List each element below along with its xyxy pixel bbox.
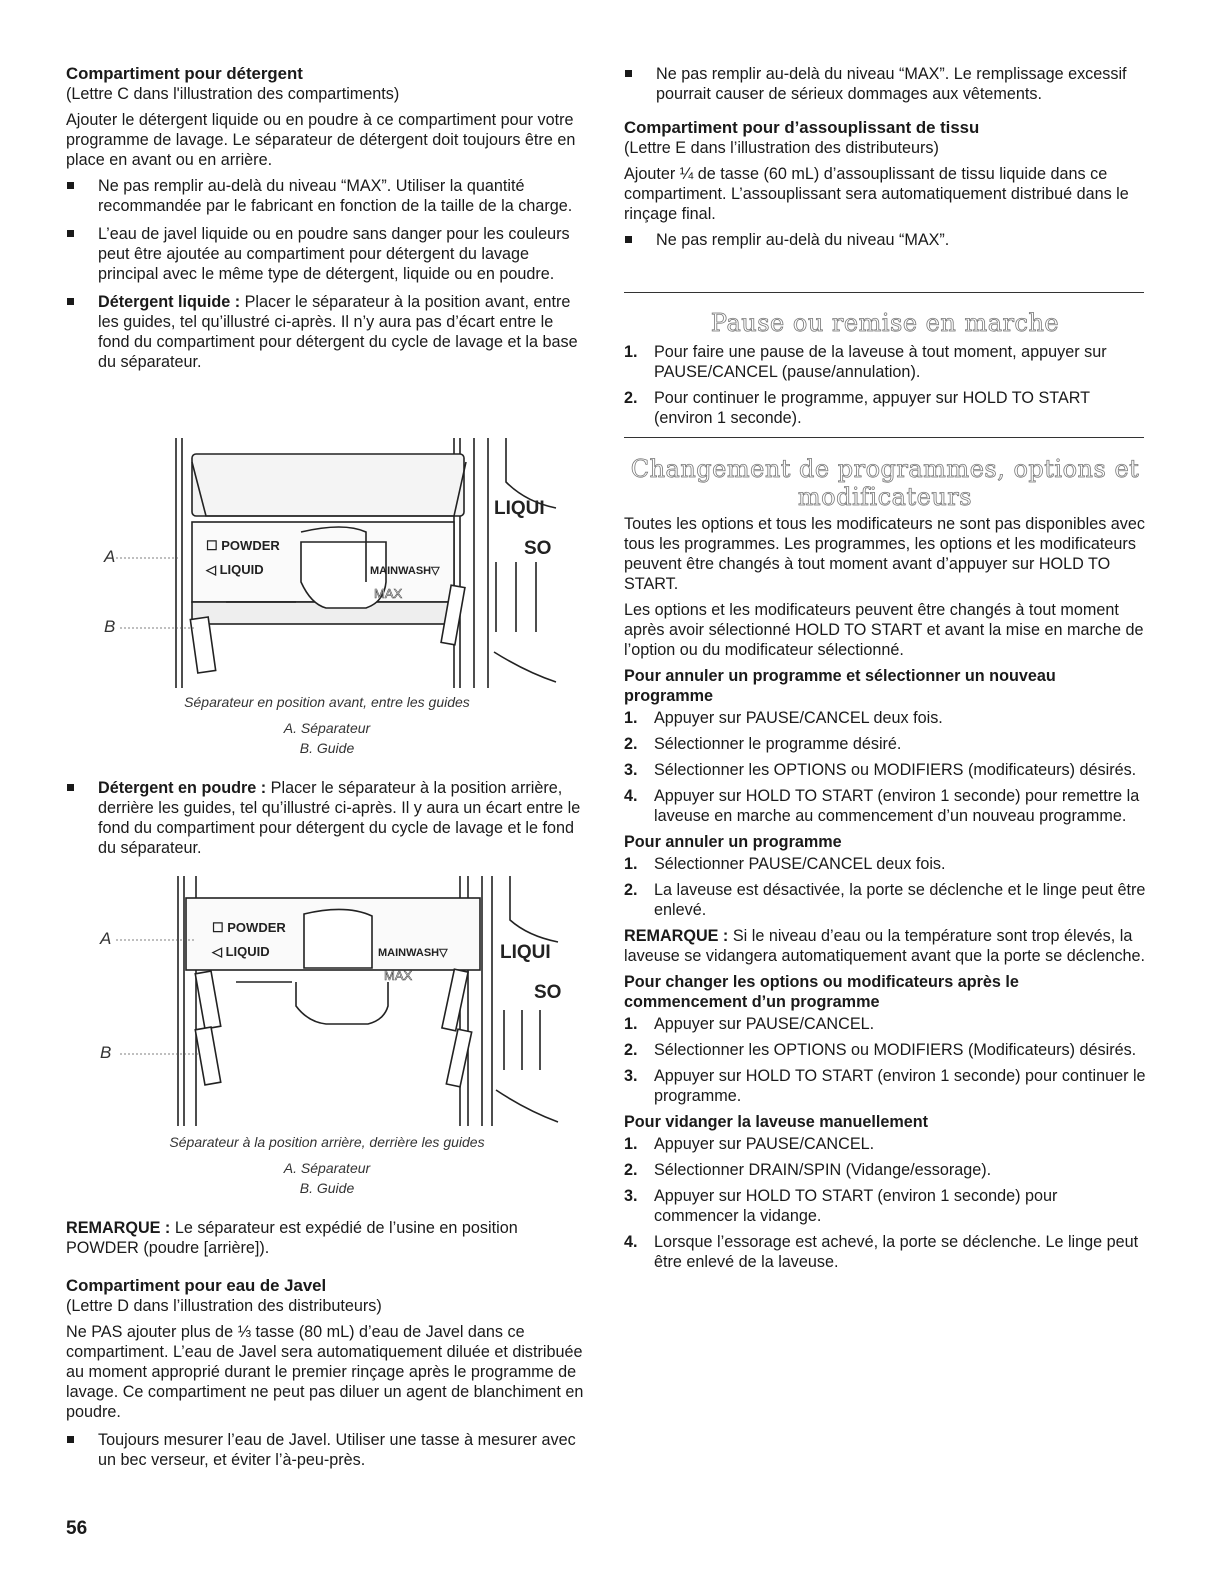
fig1-label-a: A bbox=[104, 547, 116, 566]
list-item-number: 1. bbox=[624, 1135, 638, 1153]
list-item-text: Sélectionner DRAIN/SPIN (Vidange/essorage). bbox=[654, 1161, 992, 1179]
fig1-so-label: SO bbox=[524, 538, 552, 559]
liquid-detergent-label: Détergent liquide : bbox=[98, 293, 241, 311]
detergent-bullet-bleach: L’eau de javel liquide ou en poudre sans danger pour les couleurs peut être ajoutée au compartiment pour détergent du lavage principal avec le même type de détergent, liquide ou en poudre. bbox=[66, 224, 588, 284]
cancel-new-heading: Pour annuler un programme et sélectionner un nouveau programme bbox=[624, 667, 1056, 705]
list-item-number: 1. bbox=[624, 1015, 638, 1033]
list-item-text: Sélectionner les OPTIONS ou MODIFIERS (modificateurs) désirés. bbox=[654, 761, 1137, 779]
fig2-caption: Séparateur à la position arrière, derrière les guides bbox=[169, 1134, 485, 1150]
figure1-captions bbox=[66, 692, 588, 758]
list-item-text: Sélectionner PAUSE/CANCEL deux fois. bbox=[654, 855, 946, 873]
bleach-subtitle: (Lettre D dans l’illustration des distributeurs) bbox=[66, 1297, 382, 1315]
fig2-legend-a: A. Séparateur bbox=[283, 1160, 371, 1176]
list-item-text: La laveuse est désactivée, la porte se déclenche et le linge peut être enlevé. bbox=[654, 881, 1146, 919]
fig1-liquid-label: ◁ LIQUID bbox=[206, 562, 264, 577]
softener-bullet: Ne pas remplir au-delà du niveau “MAX”. bbox=[624, 230, 1146, 250]
change-heading-line-1: Changement de programmes, options et bbox=[630, 455, 1140, 483]
list-item-number: 2. bbox=[624, 1041, 638, 1059]
fig1-legend-a: A. Séparateur bbox=[283, 720, 371, 736]
list-item-text: Appuyer sur PAUSE/CANCEL deux fois. bbox=[654, 709, 943, 727]
right-note bbox=[624, 926, 1146, 966]
left-note-label: REMARQUE : bbox=[66, 1219, 171, 1237]
drain-heading: Pour vidanger la laveuse manuellement bbox=[624, 1113, 929, 1131]
change-para-2: Les options et les modificateurs peuvent être changés à tout moment après avoir sélectionné HOLD TO START et avant la mise en marche de l’option ou du modificateur sélectionné. bbox=[624, 601, 1144, 659]
detergent-subtitle: (Lettre C dans l'illustration des compartiments) bbox=[66, 85, 400, 103]
pause-step-1 bbox=[624, 342, 1146, 382]
list-item-text: Appuyer sur HOLD TO START (environ 1 seconde) pour continuer le programme. bbox=[654, 1067, 1146, 1105]
list-item-text: Sélectionner les OPTIONS ou MODIFIERS (Modificateurs) désirés. bbox=[654, 1041, 1137, 1059]
list-item-number: 3. bbox=[624, 761, 638, 779]
list-item bbox=[624, 786, 1146, 826]
list-item bbox=[624, 880, 1146, 920]
powder-section bbox=[66, 778, 588, 858]
right-note-text: Si le niveau d’eau ou la température sont trop élevés, la laveuse se vidangera automatiquement avant que la porte se déclenche. bbox=[624, 927, 1146, 965]
softener-section bbox=[624, 64, 1146, 250]
detergent-bullet-max: Ne pas remplir au-delà du niveau “MAX”. Utiliser la quantité recommandée par le fabricant en fonction de la taille de la charge. bbox=[66, 176, 588, 216]
list-item bbox=[624, 854, 1146, 874]
list-item bbox=[624, 1066, 1146, 1106]
list-item-number: 3. bbox=[624, 1067, 638, 1085]
fig1-caption: Séparateur en position avant, entre les guides bbox=[184, 694, 470, 710]
list-item bbox=[624, 734, 1146, 754]
left-note-text: Le séparateur est expédié de l’usine en position POWDER (poudre [arrière]). bbox=[66, 1219, 518, 1257]
pause-step-2-text: Pour continuer le programme, appuyer sur HOLD TO START (environ 1 seconde). bbox=[654, 389, 1090, 427]
fig2-mainwash-label: MAINWASH▽ bbox=[378, 947, 448, 959]
list-item-text: Sélectionner le programme désiré. bbox=[654, 735, 902, 753]
pause-step-1-num: 1. bbox=[624, 343, 638, 361]
max-overfill-bullet: Ne pas remplir au-delà du niveau “MAX”. Le remplissage excessif pourrait causer de sérieux dommages aux vêtements. bbox=[624, 64, 1146, 104]
list-item bbox=[624, 760, 1146, 780]
list-item bbox=[624, 1040, 1146, 1060]
right-note-label: REMARQUE : bbox=[624, 927, 729, 945]
powder-detergent-bullet bbox=[66, 778, 588, 858]
fig1-label-b: B bbox=[104, 617, 116, 636]
list-item bbox=[624, 1014, 1146, 1034]
cancel-heading: Pour annuler un programme bbox=[624, 833, 842, 851]
list-item-number: 1. bbox=[624, 709, 638, 727]
fig2-liqui-label: LIQUI bbox=[500, 942, 551, 963]
detergent-section bbox=[66, 64, 588, 372]
fig2-liquid-label: ◁ LIQUID bbox=[212, 944, 270, 959]
fig2-so-label: SO bbox=[534, 982, 562, 1003]
bleach-section bbox=[66, 1218, 588, 1470]
pause-step-2-num: 2. bbox=[624, 389, 638, 407]
list-item-number: 4. bbox=[624, 1233, 638, 1251]
left-note bbox=[66, 1218, 588, 1258]
list-item bbox=[624, 1160, 1146, 1180]
fig2-label-b: B bbox=[100, 1043, 112, 1062]
list-item-text: Appuyer sur PAUSE/CANCEL. bbox=[654, 1015, 875, 1033]
list-item bbox=[624, 1134, 1146, 1154]
fig1-max-label: MAX bbox=[374, 586, 403, 601]
liquid-detergent-bullet bbox=[66, 292, 588, 372]
list-item-number: 2. bbox=[624, 735, 638, 753]
fig2-label-a: A bbox=[100, 929, 112, 948]
fig1-liqui-label: LIQUI bbox=[494, 498, 545, 519]
list-item-text: Appuyer sur PAUSE/CANCEL. bbox=[654, 1135, 875, 1153]
fig2-legend-b: B. Guide bbox=[299, 1180, 355, 1196]
softener-subtitle: (Lettre E dans l’illustration des distributeurs) bbox=[624, 139, 939, 157]
softener-heading: Compartiment pour d’assouplissant de tissu bbox=[624, 118, 980, 137]
change-para-1: Toutes les options et tous les modificateurs ne sont pas disponibles avec tous les programmes. Les programmes, les options et les modificateurs peuvent être changés à tout moment avant d’appuyer sur HOLD TO START. bbox=[624, 515, 1145, 593]
detergent-body: Ajouter le détergent liquide ou en poudre à ce compartiment pour votre programme de lavage. Le séparateur de détergent doit toujours être en place en avant ou en arrière. bbox=[66, 111, 576, 169]
figure-separator-back bbox=[96, 870, 566, 1132]
bleach-bullet: Toujours mesurer l’eau de Javel. Utiliser une tasse à mesurer avec un bec verseur, et éviter l’à-peu-près. bbox=[66, 1430, 588, 1470]
bleach-body: Ne PAS ajouter plus de ⅓ tasse (80 mL) d’eau de Javel dans ce compartiment. L’eau de Javel sera automatiquement diluée et distribuée au moment approprié durant le premier rinçage après le programme de lavage. Ce compartiment ne peut pas diluer un agent de blanchiment en poudre. bbox=[66, 1323, 584, 1421]
list-item-number: 2. bbox=[624, 1161, 638, 1179]
fig1-legend-b: B. Guide bbox=[299, 740, 355, 756]
figure-separator-front bbox=[96, 432, 566, 688]
list-item-text: Appuyer sur HOLD TO START (environ 1 seconde) pour commencer la vidange. bbox=[654, 1187, 1058, 1225]
bleach-heading: Compartiment pour eau de Javel bbox=[66, 1276, 327, 1295]
page-number: 56 bbox=[66, 1518, 88, 1539]
detergent-heading: Compartiment pour détergent bbox=[66, 64, 303, 83]
pause-step-1-text: Pour faire une pause de la laveuse à tout moment, appuyer sur PAUSE/CANCEL (pause/annulation). bbox=[654, 343, 1107, 381]
softener-body: Ajouter ¼ de tasse (60 mL) d’assouplissant de tissu liquide dans ce compartiment. L’assouplissant sera automatiquement distribué dans le rinçage final. bbox=[624, 165, 1129, 223]
divider-1 bbox=[624, 292, 1144, 293]
fig2-max-label: MAX bbox=[384, 968, 413, 983]
fig1-mainwash-label: MAINWASH▽ bbox=[370, 565, 440, 577]
fig1-powder-label: ☐ POWDER bbox=[206, 538, 280, 553]
change-options-heading: Pour changer les options ou modificateurs après le commencement d’un programme bbox=[624, 973, 1019, 1011]
fig2-powder-label: ☐ POWDER bbox=[212, 920, 286, 935]
list-item bbox=[624, 1232, 1146, 1272]
list-item-text: Lorsque l’essorage est achevé, la porte se déclenche. Le linge peut être enlevé de la laveuse. bbox=[654, 1233, 1139, 1271]
powder-detergent-text: Placer le séparateur à la position arrière, derrière les guides, tel qu’illustré ci-après. Il y aura un écart entre le fond du compartiment pour détergent du cycle de lavage et le fond du séparateur. bbox=[98, 779, 581, 857]
divider-2 bbox=[624, 437, 1144, 438]
list-item-text: Appuyer sur HOLD TO START (environ 1 seconde) pour remettre la laveuse en marche au commencement d’un nouveau programme. bbox=[654, 787, 1140, 825]
liquid-detergent-text: Placer le séparateur à la position avant, entre les guides, tel qu’illustré ci-après. Il n’y aura pas d’écart entre le fond du compartiment pour détergent du cycle de lavage et la base du séparateur. bbox=[98, 293, 578, 371]
pause-heading: Pause ou remise en marche bbox=[710, 309, 1060, 337]
list-item-number: 3. bbox=[624, 1187, 638, 1205]
list-item bbox=[624, 708, 1146, 728]
list-item-number: 1. bbox=[624, 855, 638, 873]
list-item-number: 4. bbox=[624, 787, 638, 805]
pause-step-2 bbox=[624, 388, 1146, 428]
change-heading-line-2: modificateurs bbox=[797, 483, 973, 511]
powder-detergent-label: Détergent en poudre : bbox=[98, 779, 267, 797]
pause-list bbox=[624, 342, 1146, 428]
change-section bbox=[624, 514, 1146, 1272]
list-item-number: 2. bbox=[624, 881, 638, 899]
list-item bbox=[624, 1186, 1146, 1226]
figure2-captions bbox=[66, 1132, 588, 1198]
